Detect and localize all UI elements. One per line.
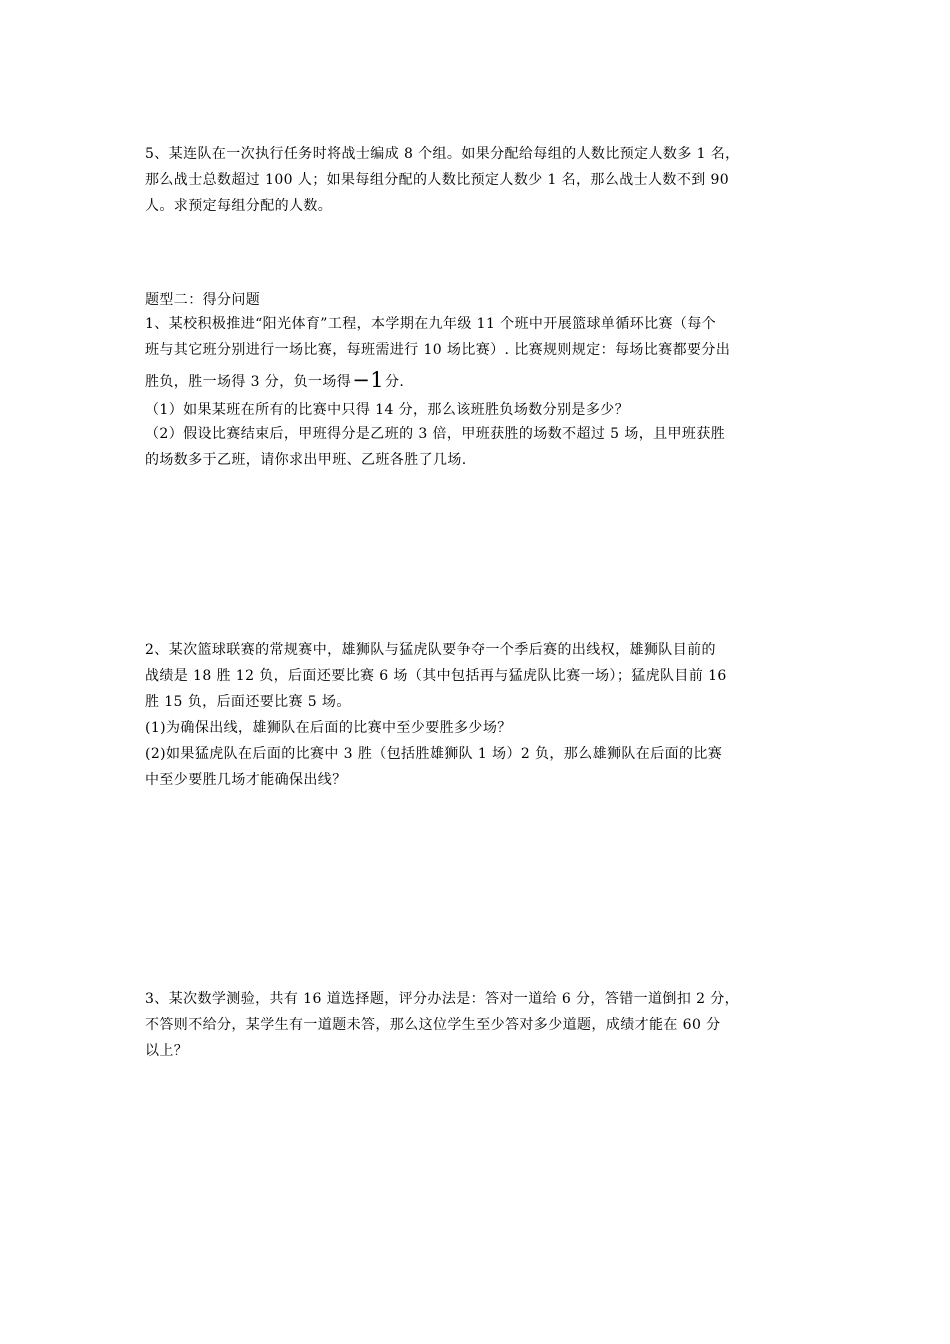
- section-2-heading: 题型二：得分问题: [145, 292, 261, 308]
- question-5: [145, 141, 815, 219]
- section-2-question-1-sub-1: （1）如果某班在所有的比赛中只得 14 分，那么该班胜负场数分别是多少？: [145, 402, 630, 418]
- section-2-question-3-line-2: 不答则不给分，某学生有一道题未答，那么这位学生至少答对多少道题，成绩才能在 60 分: [145, 1017, 721, 1033]
- section-2-question-3-line-3: 以上？: [145, 1043, 189, 1059]
- section-2-question-2-line-6: 中至少要胜几场才能确保出线？: [145, 772, 347, 788]
- score-rule-unit: 分.: [384, 374, 405, 390]
- section-2-question-3-line-1: 3、某次数学测验，共有 16 道选择题，评分办法是：答对一道给 6 分，答错一道倒扣 2 分，: [145, 991, 740, 1007]
- question-5-line-3: 人。求预定每组分配的人数。: [145, 198, 333, 214]
- section-2-question-2: [145, 637, 815, 793]
- section-2-question-2-line-3: 胜 15 负，后面还要比赛 5 场。: [145, 694, 351, 710]
- section-2-question-1-sub-3: 的场数多于乙班，请你求出甲班、乙班各胜了几场.: [145, 452, 467, 468]
- section-2-question-1-sub-2: （2）假设比赛结束后，甲班得分是乙班的 3 倍，甲班获胜的场数不超过 5 场，且甲班获胜: [145, 426, 726, 442]
- section-2-question-2-line-2: 战绩是 18 胜 12 负，后面还要比赛 6 场（其中包括再与猛虎队比赛一场）；猛虎队目前 16: [145, 668, 727, 684]
- question-5-line-2: 那么战士总数超过 100 人；如果每组分配的人数比预定人数少 1 名，那么战士人数不到 90: [145, 172, 730, 188]
- negative-one-formula: −1: [352, 368, 384, 392]
- section-2-question-2-line-4: (1)为确保出线，雄狮队在后面的比赛中至少要胜多少场？: [145, 720, 512, 736]
- question-5-line-1: 5、某连队在一次执行任务时将战士编成 8 个组。如果分配给每组的人数比预定人数多 1 名，: [145, 146, 740, 162]
- section-2-question-1-line-1: 1、某校积极推进“阳光体育”工程，本学期在九年级 11 个班中开展篮球单循环比赛（每个: [145, 316, 717, 332]
- section-2-question-2-line-5: (2)如果猛虎队在后面的比赛中 3 胜（包括胜雄狮队 1 场）2 负，那么雄狮队在后面的比赛: [145, 746, 723, 762]
- section-2-question-3: [145, 986, 815, 1064]
- score-rule-text: 胜负，胜一场得 3 分，负一场得: [145, 374, 352, 390]
- section-2-question-2-line-1: 2、某次篮球联赛的常规赛中，雄狮队与猛虎队要争夺一个季后赛的出线权，雄狮队目前的: [145, 642, 716, 658]
- section-2-question-1-line-3: [145, 363, 815, 399]
- section-2: [145, 289, 815, 473]
- section-2-question-1-line-2: 班与其它班分别进行一场比赛，每班需进行 10 场比赛）. 比赛规则规定：每场比赛都要分出: [145, 342, 731, 358]
